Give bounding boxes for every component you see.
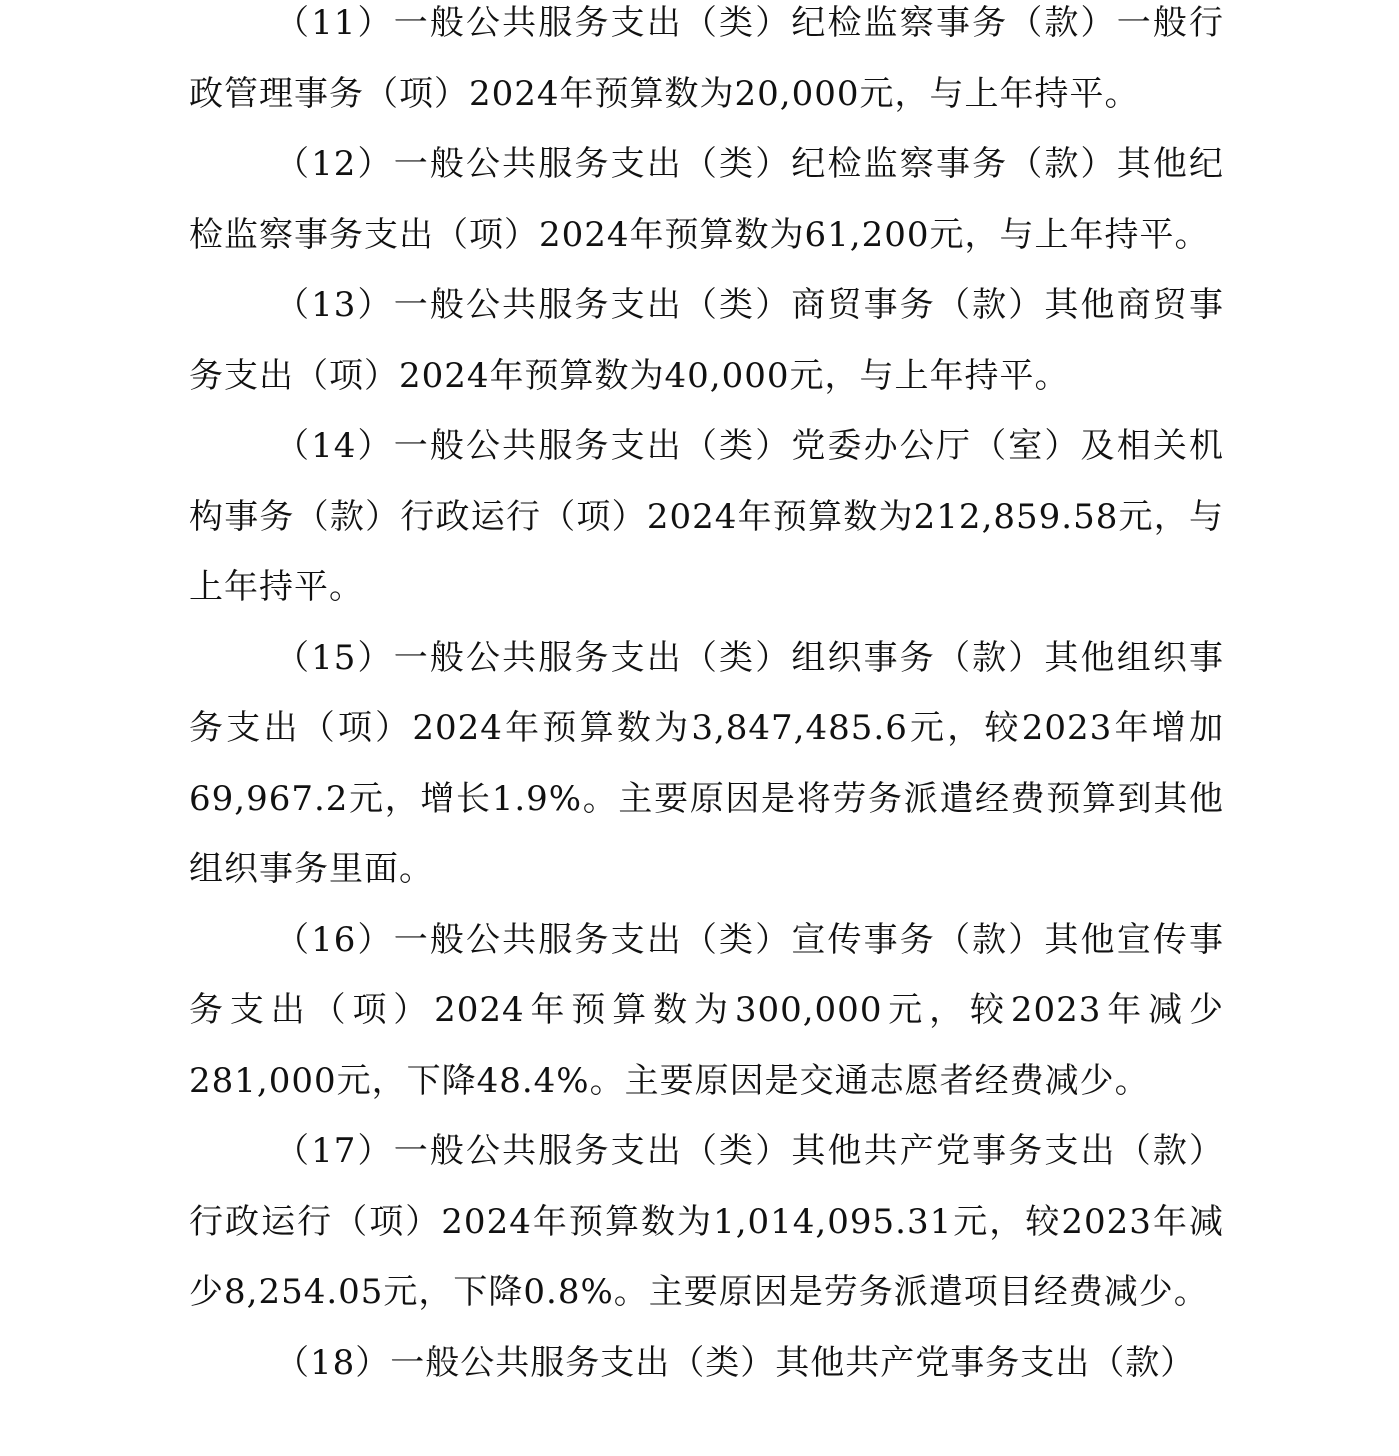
paragraph-item-15: （15）一般公共服务支出（类）组织事务（款）其他组织事务支出（项）2024年预算数为3,847,485.6元，较2023年增加69,967.2元，增长1.9%。主要原因是将劳务派遣经费预算到其他组织事务里面。 xyxy=(189,637,1224,889)
paragraph-item-16: （16）一般公共服务支出（类）宣传事务（款）其他宣传事务支出（项）2024年预算数为300,000元，较2023年减少281,000元，下降48.4%。主要原因是交通志愿者经费减少。 xyxy=(189,919,1224,1101)
paragraph-item-17: （17）一般公共服务支出（类）其他共产党事务支出（款）行政运行（项）2024年预算数为1,014,095.31元，较2023年减少8,254.05元，下降0.8%。主要原因是劳务派遣项目经费减少。 xyxy=(189,1131,1224,1312)
paragraph-item-13: （13）一般公共服务支出（类）商贸事务（款）其他商贸事务支出（项）2024年预算数为40,000元，与上年持平。 xyxy=(189,285,1224,396)
document-body xyxy=(189,0,1224,1398)
paragraph-item-11: （11）一般公共服务支出（类）纪检监察事务（款）一般行政管理事务（项）2024年预算数为20,000元，与上年持平。 xyxy=(189,3,1224,114)
paragraph-item-12: （12）一般公共服务支出（类）纪检监察事务（款）其他纪检监察事务支出（项）2024年预算数为61,200元，与上年持平。 xyxy=(189,144,1224,255)
paragraph-item-18: （18）一般公共服务支出（类）其他共产党事务支出（款） xyxy=(275,1342,1196,1383)
paragraph-item-14: （14）一般公共服务支出（类）党委办公厅（室）及相关机构事务（款）行政运行（项）2024年预算数为212,859.58元，与上年持平。 xyxy=(189,426,1224,607)
